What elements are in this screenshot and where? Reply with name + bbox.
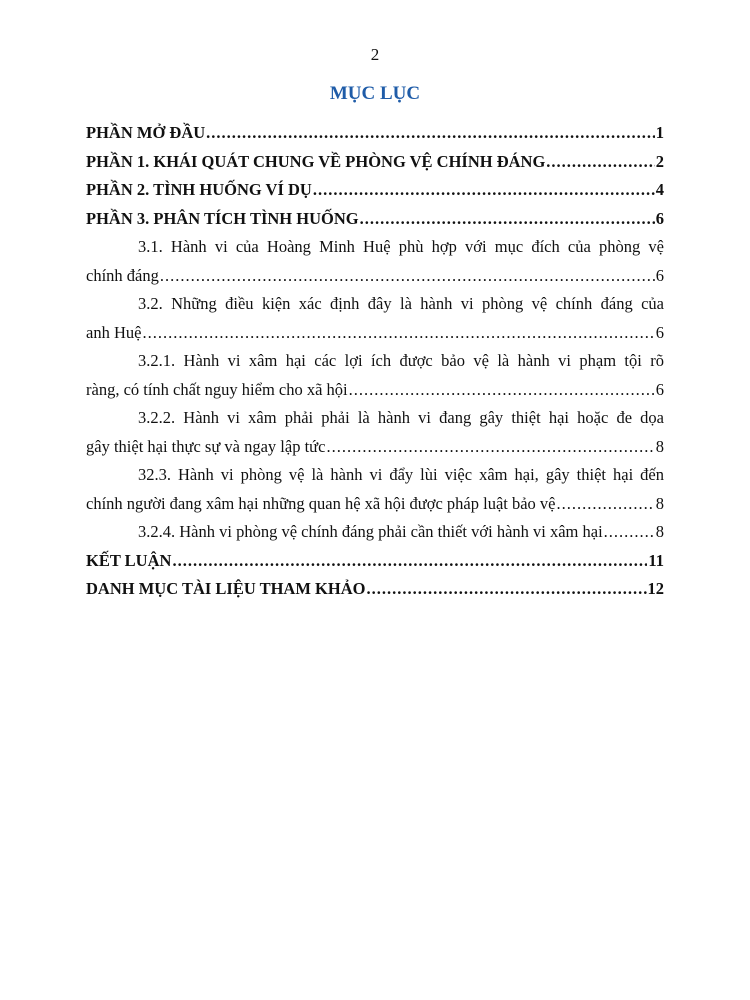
toc-page-ref: 12 xyxy=(647,579,664,598)
toc-entry-text: KẾT LUẬN xyxy=(86,550,172,570)
toc-leader-dots xyxy=(313,176,655,205)
toc-page-ref: 6 xyxy=(655,379,664,399)
toc-entry-line: 3.2.2. Hành vi xâm phải phải là hành vi đang gây thiệt hại hoặc đe dọa xyxy=(138,408,664,427)
toc-page-ref: 11 xyxy=(648,550,664,570)
toc-leader-dots xyxy=(557,490,655,519)
toc-entry-line xyxy=(86,205,664,234)
toc-leader-dots xyxy=(142,319,654,348)
toc-entry-line xyxy=(86,490,664,519)
toc-leader-dots xyxy=(160,262,655,291)
toc-entry-line xyxy=(86,176,664,205)
toc-page-ref: 6 xyxy=(655,208,664,228)
toc-entry-line xyxy=(86,119,664,148)
toc-entry-text: PHẦN 3. PHÂN TÍCH TÌNH HUỐNG xyxy=(86,208,359,228)
toc-entry-text: 3.2.4. Hành vi phòng vệ chính đáng phải cần thiết với hành vi xâm hại xyxy=(138,522,603,541)
toc-entry-text: chính đáng xyxy=(86,265,159,285)
page-number: 2 xyxy=(370,45,380,64)
toc-entry[interactable] xyxy=(86,461,664,518)
toc-entry-line xyxy=(86,148,664,177)
toc-page-ref: 8 xyxy=(655,493,664,513)
toc-entry-text: DANH MỤC TÀI LIỆU THAM KHẢO xyxy=(86,579,366,598)
toc-entry-line xyxy=(86,433,664,462)
toc-entry-line xyxy=(86,262,664,291)
toc-page-ref: 6 xyxy=(655,265,664,285)
toc-entry[interactable] xyxy=(86,347,664,404)
toc-entry[interactable] xyxy=(86,233,664,290)
toc-entry[interactable] xyxy=(86,547,664,576)
toc-page-ref: 1 xyxy=(655,123,664,142)
toc-entry[interactable] xyxy=(86,404,664,461)
toc-entry[interactable] xyxy=(86,148,664,177)
toc-entry[interactable] xyxy=(86,518,664,547)
toc-entry-line xyxy=(86,376,664,405)
toc-entry-line xyxy=(86,547,664,576)
toc-page-ref: 6 xyxy=(655,322,664,342)
toc-entry-text: ràng, có tính chất nguy hiểm cho xã hội xyxy=(86,379,348,399)
toc-page-ref: 8 xyxy=(655,436,664,456)
toc-entry[interactable] xyxy=(86,176,664,205)
toc-leader-dots xyxy=(546,148,654,177)
toc-page-ref: 2 xyxy=(655,151,664,171)
toc-entry[interactable] xyxy=(86,575,664,604)
toc-entry[interactable] xyxy=(86,119,664,148)
toc-entry[interactable] xyxy=(86,205,664,234)
toc-entry-text: PHẦN 1. KHÁI QUÁT CHUNG VỀ PHÒNG VỆ CHÍNH ĐÁNG xyxy=(86,151,546,171)
toc-entry-line xyxy=(86,518,664,547)
toc-entry-line xyxy=(86,319,664,348)
toc-entry-line: 3.2.1. Hành vi xâm hại các lợi ích được bảo vệ là hành vi phạm tội rõ xyxy=(138,351,664,370)
toc-leader-dots xyxy=(366,575,646,604)
toc-entry-text: PHẦN 2. TÌNH HUỐNG VÍ DỤ xyxy=(86,180,312,199)
toc-entry-line: 32.3. Hành vi phòng vệ là hành vi đẩy lùi việc xâm hại, gây thiệt hại đến xyxy=(138,465,664,484)
toc-leader-dots xyxy=(206,119,655,148)
toc-title: MỤC LỤC xyxy=(329,83,421,104)
toc-leader-dots xyxy=(349,376,655,405)
toc-entry[interactable] xyxy=(86,290,664,347)
toc-page-ref: 8 xyxy=(655,522,664,541)
toc-entry-line xyxy=(86,575,664,604)
toc-entry-line: 3.1. Hành vi của Hoàng Minh Huệ phù hợp với mục đích của phòng vệ xyxy=(138,237,664,256)
toc-entry-text: anh Huệ xyxy=(86,322,142,342)
toc-leader-dots xyxy=(604,518,655,547)
toc-entry-text: gây thiệt hại thực sự và ngay lập tức xyxy=(86,436,326,456)
toc-leader-dots xyxy=(172,547,647,576)
toc-page-ref: 4 xyxy=(655,180,664,199)
toc xyxy=(86,119,664,604)
toc-entry-line: 3.2. Những điều kiện xác định đây là hành vi phòng vệ chính đáng của xyxy=(138,294,664,313)
toc-leader-dots xyxy=(326,433,654,462)
toc-leader-dots xyxy=(360,205,655,234)
toc-entry-text: chính người đang xâm hại những quan hệ xã hội được pháp luật bảo vệ xyxy=(86,493,556,513)
toc-entry-text: PHẦN MỞ ĐẦU xyxy=(86,123,206,142)
